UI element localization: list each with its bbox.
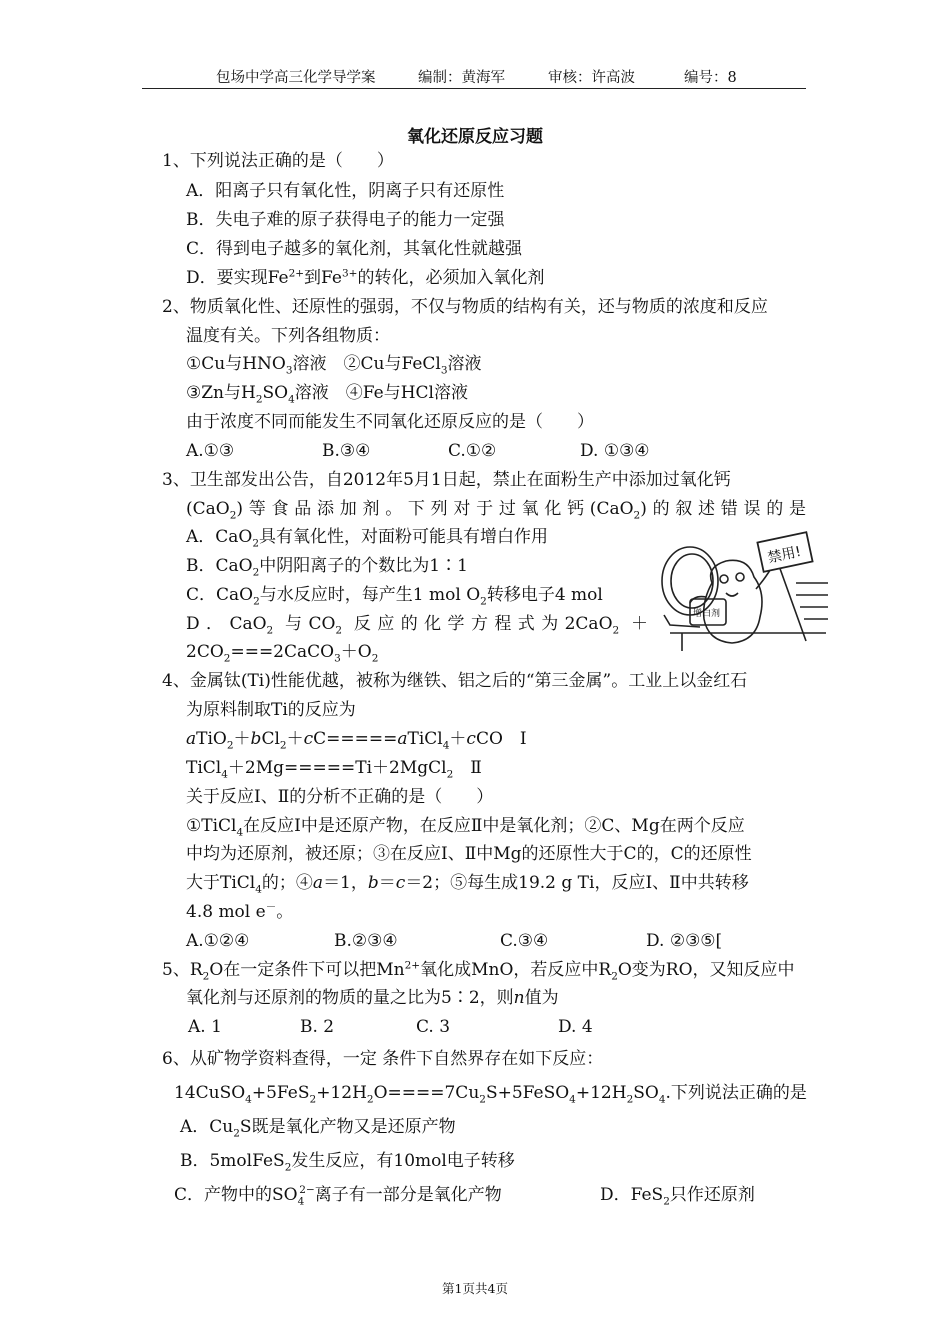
q4-reaction-1: aTiO$_2$＋bCl$_2$＋cC=====aTiCl$_4$＋cCO Ⅰ — [186, 729, 527, 752]
q2-option-d: D. ①③④ — [580, 441, 650, 461]
q2-line-4: ③Zn与$H_2SO_4$溶液 ④Fe与HCl溶液 — [186, 383, 468, 406]
q5-option-d: D. 4 — [558, 1017, 593, 1037]
q4-line-9: 4.8 mol e－。 — [186, 901, 294, 922]
q4-option-c: C.③④ — [500, 931, 549, 951]
q1-option-a: A．阳离子只有氧化性，阴离子只有还原性 — [186, 181, 505, 201]
q3-option-d: D．CaO$_2$ 与$CO_2$ 反应的化学方程式为2CaO$_2$ ＋ — [186, 614, 649, 637]
q5-option-a: A. 1 — [188, 1017, 222, 1037]
q3-option-a: A．CaO$_2$具有氧化性，对面粉可能具有增白作用 — [186, 527, 549, 550]
q4-reaction-2: TiCl$_4$＋2Mg=====Ti＋2MgCl$_2$ Ⅱ — [186, 758, 482, 781]
q6-option-c: C．产物中的$SO_4^{2-}$离子有一部分是氧化产物 — [174, 1184, 502, 1208]
header-editor: 编制：黄海军 — [418, 70, 505, 86]
q5-option-b: B. 2 — [300, 1017, 335, 1037]
q4-line-2: 为原料制取Ti的反应为 — [186, 700, 356, 720]
q2-line-3: ①Cu与$HNO_3$溶液 ②Cu与FeCl$_3$溶液 — [186, 354, 482, 377]
sign-text: 禁用! — [766, 543, 803, 567]
q3-option-c: C．CaO$_2$与水反应时，每产生1 mol $O_2$转移电子4 mol — [186, 585, 603, 608]
q4-line-8: 大于TiCl$_4$的；④a＝1，b＝c＝2；⑤每生成19.2 g Ti，反应Ⅰ、Ⅱ中共转移 — [186, 873, 749, 896]
q1-option-d: D．要实现$Fe^{2+}$到$Fe^{3+}$的转化，必须加入氧化剂 — [186, 267, 545, 288]
q1-stem: 1、下列说法正确的是（ ） — [162, 151, 394, 171]
q6-line-1: 6、从矿物学资料查得，一定 条件下自然界存在如下反应： — [162, 1049, 604, 1069]
q2-line-5: 由于浓度不同而能发生不同氧化还原反应的是（ ） — [186, 412, 594, 432]
page-header — [142, 64, 806, 89]
q4-line-5: 关于反应Ⅰ、Ⅱ的分析不正确的是（ ） — [186, 787, 494, 807]
q6-option-a: A．$Cu_2S$既是氧化产物又是还原产物 — [180, 1117, 456, 1140]
q6-equation: $14CuSO_4+5FeS_2+12H_2O====7Cu_2S+5FeSO_4+12H_2SO_4$.下列说法正确的是 — [174, 1083, 807, 1106]
q4-option-d: D. ②③⑤[ — [646, 931, 723, 951]
header-reviewer: 审核：许高波 — [548, 70, 635, 86]
q4-option-a: A.①②④ — [186, 931, 250, 951]
q1-option-c: C．得到电子越多的氧化剂，其氧化性就越强 — [186, 239, 523, 259]
q2-line-1: 2、物质氧化性、还原性的强弱，不仅与物质的结构有关，还与物质的浓度和反应 — [162, 297, 768, 317]
q6-option-d: D．FeS$_2$只作还原剂 — [600, 1185, 755, 1208]
q4-line-6: ①TiCl$_4$在反应Ⅰ中是还原产物，在反应Ⅱ中是氧化剂；②C、Mg在两个反应 — [186, 816, 745, 839]
q2-line-2: 温度有关。下列各组物质： — [186, 326, 390, 346]
jar-label: 增白剂 — [693, 609, 721, 619]
page-footer: 第1页共4页 — [442, 1281, 508, 1296]
q4-line-7: 中均为还原剂，被还原；③在反应Ⅰ、Ⅱ中Mg的还原性大于C的，C的还原性 — [186, 844, 752, 864]
q3-option-b: B．CaO$_2$中阴阳离子的个数比为1∶1 — [186, 556, 468, 579]
q4-line-1: 4、金属钛(Ti)性能优越，被称为继铁、铝之后的“第三金属”。工业上以金红石 — [162, 671, 748, 691]
header-school: 包场中学高三化学导学案 — [216, 70, 376, 86]
header-number: 编号：8 — [684, 70, 737, 86]
q4-option-b: B.②③④ — [334, 931, 398, 951]
page-title: 氧化还原反应习题 — [407, 127, 543, 147]
q5-line-1: 5、$R_2O$在一定条件下可以把$Mn^{2+}$氧化成MnO，若反应中$R_2O$变为RO，又知反应中 — [162, 959, 795, 983]
q6-option-b: B．5molFeS$_2$发生反应，有10mol电子转移 — [180, 1151, 515, 1174]
banned-additive-illustration — [656, 523, 832, 657]
q3-line-1: 3、卫生部发出公告，自2012年5月1日起，禁止在面粉生产中添加过氧化钙 — [162, 470, 731, 490]
q3-option-d-cont: $2CO_2===2CaCO_3+O_2$ — [186, 642, 379, 665]
q2-option-c: C.①② — [448, 441, 497, 461]
q5-line-2: 氧化剂与还原剂的物质的量之比为5∶2，则n值为 — [186, 988, 559, 1008]
q1-option-b: B．失电子难的原子获得电子的能力一定强 — [186, 210, 505, 230]
q3-line-2: (CaO$_2$)等食品添加剂。下列对于过氧化钙(CaO$_2$)的叙述错误的是 — [186, 499, 807, 522]
q2-option-b: B.③④ — [322, 441, 371, 461]
q2-option-a: A.①③ — [186, 441, 235, 461]
q5-option-c: C. 3 — [416, 1017, 451, 1037]
